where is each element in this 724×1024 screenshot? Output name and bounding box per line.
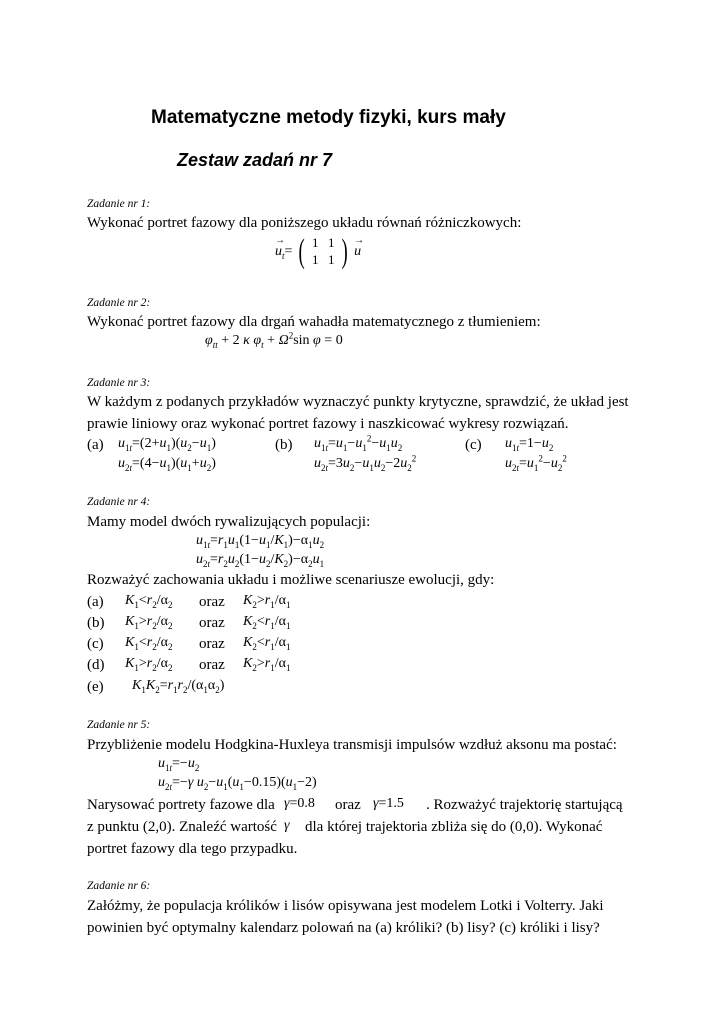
- u-vector-arrow-icon: →: [354, 235, 365, 247]
- case-b-cond2: $K_2<r_1/\alpha_1$: [243, 614, 291, 631]
- case-c-cond2: $K_2<r_1/\alpha_1$: [243, 635, 291, 652]
- oraz-text: oraz: [199, 615, 225, 631]
- problem-5-label: Zadanie nr 5:: [87, 719, 151, 731]
- problem-5-eq2: $u_{2t}=-\gamma$ $u_2-u_1(u_1-0.15)(u_1-2)$: [158, 775, 317, 792]
- oraz-text: oraz: [199, 594, 225, 610]
- problem-3a-eq1: $u_{1t}=(2+u_1)(u_2-u_1)$: [118, 436, 216, 453]
- problem-3-text-line2: prawie liniowy oraz wykonać portret fazowy i naszkicować wykresy rozwiązań.: [87, 416, 569, 432]
- gamma-symbol: γ: [284, 818, 290, 833]
- case-label-b: (b): [275, 437, 293, 453]
- problem-5-line1-c: . Rozważyć trajektorię startującą: [426, 797, 623, 813]
- problem-2-label: Zadanie nr 2:: [87, 297, 151, 309]
- problem-4-text2: Rozważyć zachowania układu i możliwe scenariusze ewolucji, gdy:: [87, 572, 495, 588]
- problem-5-eq1: $u_{1t}=-u_2$: [158, 756, 200, 773]
- problem-5-line3: portret fazowy dla tego przypadku.: [87, 841, 298, 857]
- problem-5-line2-a: z punktu (2,0). Znaleźć wartość: [87, 819, 277, 835]
- case-d-cond1: $K_1>r_2/\alpha_2$: [125, 656, 173, 673]
- problem-5-line1-b: oraz: [335, 797, 361, 813]
- case-d-cond2: $K_2>r_1/\alpha_1$: [243, 656, 291, 673]
- case-label-a: (a): [87, 437, 104, 453]
- page-title: Matematyczne metody fizyki, kurs mały: [151, 107, 506, 128]
- problem-6-text-line1: Załóżmy, że populacja królików i lisów opisywana jest modelem Lotki i Volterry. Jaki: [87, 898, 604, 914]
- problem-4-eq2: $u_{2t}=r_2u_2(1-u_2/K_2)-\alpha_2u_1$: [196, 552, 325, 569]
- problem-6-label: Zadanie nr 6:: [87, 880, 151, 892]
- case-label: (d): [87, 657, 105, 673]
- u-vector-arrow-icon: →: [275, 235, 285, 247]
- matrix-cell: 1: [312, 252, 319, 267]
- matrix: ( 1 1 1 1 ): [298, 233, 349, 270]
- problem-5-line2-b: dla której trajektoria zbliża się do (0,0). Wykonać: [305, 819, 603, 835]
- case-label: (b): [87, 615, 105, 631]
- case-label: (e): [87, 679, 104, 695]
- case-e-cond: $K_1K_2=r_1r_2/(\alpha_1\alpha_2)$: [132, 678, 225, 695]
- problem-1-text: Wykonać portret fazowy dla poniższego układu równań różniczkowych:: [87, 215, 522, 231]
- oraz-text: oraz: [199, 636, 225, 652]
- problem-3-text-line1: W każdym z podanych przykładów wyznaczyć punkty krytyczne, sprawdzić, że układ jest: [87, 394, 629, 410]
- matrix-cell: 1: [312, 235, 319, 250]
- gamma-value-1: γ=0.8: [284, 796, 315, 811]
- problem-5-text: Przybliżenie modelu Hodgkina-Huxleya transmisji impulsów wzdłuż aksonu ma postać:: [87, 737, 617, 753]
- problem-3-label: Zadanie nr 3:: [87, 377, 151, 389]
- case-label: (a): [87, 594, 104, 610]
- problem-5-line1-a: Narysować portrety fazowe dla: [87, 797, 275, 813]
- problem-3a-eq2: $u_{2t}=(4-u_1)(u_1+u_2)$: [118, 456, 216, 473]
- problem-1-label: Zadanie nr 1:: [87, 198, 151, 210]
- problem-3c-eq2: $u_{2t}=u_1^2-u_2^2$: [505, 453, 567, 473]
- problem-2-text: Wykonać portret fazowy dla drgań wahadła matematycznego z tłumieniem:: [87, 314, 541, 330]
- matrix-cell: 1: [328, 252, 335, 267]
- matrix-cell: 1: [328, 235, 335, 250]
- problem-3b-eq2: $u_{2t}=3u_2-u_1u_2-2u_2^2$: [314, 453, 417, 473]
- page-subtitle: Zestaw zadań nr 7: [177, 150, 333, 170]
- problem-2-equation: $\varphi_{tt} + 2$ κ $\varphi_t + \Omega^2\sin$ φ = 0: [205, 330, 343, 350]
- problem-4-label: Zadanie nr 4:: [87, 496, 151, 508]
- case-c-cond1: $K_1<r_2/\alpha_2$: [125, 635, 173, 652]
- oraz-text: oraz: [199, 657, 225, 673]
- problem-6-text-line2: powinien być optymalny kalendarz polowań na (a) króliki? (b) lisy? (c) króliki i lisy?: [87, 920, 600, 936]
- gamma-value-2: γ=1.5: [373, 796, 404, 811]
- case-b-cond1: $K_1>r_2/\alpha_2$: [125, 614, 173, 631]
- problem-3c-eq1: $u_{1t}=1-u_2$: [505, 436, 554, 453]
- problem-3b-eq1: $u_{1t}=u_1-u_1^2-u_1u_2$: [314, 433, 403, 453]
- problem-4-eq1: $u_{1t}=r_1u_1(1-u_1/K_1)-\alpha_1u_2$: [196, 533, 325, 550]
- problem-4-text: Mamy model dwóch rywalizujących populacji:: [87, 514, 371, 530]
- case-a-cond2: $K_2>r_1/\alpha_1$: [243, 593, 291, 610]
- case-label: (c): [87, 636, 104, 652]
- problem-1-equation: → $u_t=$ ( 1 1 1 1 ) → u: [275, 233, 365, 270]
- case-a-cond1: $K_1<r_2/\alpha_2$: [125, 593, 173, 610]
- case-label-c: (c): [465, 437, 482, 453]
